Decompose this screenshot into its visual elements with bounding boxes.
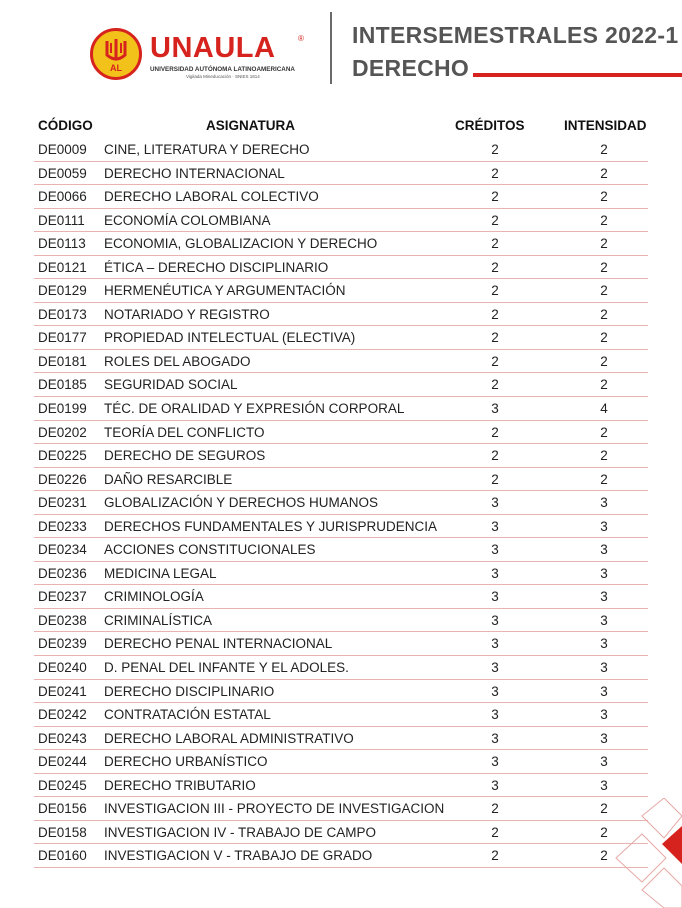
page-subtitle: DERECHO [352, 55, 470, 81]
course-credits: 3 [491, 730, 499, 746]
course-code: DE0111 [38, 212, 85, 228]
course-credits: 2 [491, 236, 499, 252]
course-code: DE0231 [38, 495, 87, 511]
header-divider [330, 12, 332, 84]
course-intensity: 2 [600, 306, 608, 322]
table-row [34, 468, 648, 492]
course-credits: 3 [491, 565, 499, 581]
table-row [34, 585, 648, 609]
course-subject: ECONOMÍA COLOMBIANA [104, 212, 271, 228]
table-row [34, 632, 648, 656]
course-subject: DAÑO RESARCIBLE [104, 471, 233, 487]
course-credits: 2 [491, 165, 499, 181]
table-row [34, 656, 648, 680]
course-code: DE0009 [38, 142, 87, 157]
table-row [34, 538, 648, 562]
course-credits: 2 [491, 353, 499, 369]
course-credits: 2 [491, 377, 499, 393]
table-row [34, 397, 648, 421]
course-intensity: 2 [600, 824, 608, 840]
header-code: CÓDIGO [38, 118, 93, 133]
course-subject: ACCIONES CONSTITUCIONALES [104, 542, 316, 558]
course-credits: 3 [491, 495, 499, 511]
course-credits: 2 [491, 306, 499, 322]
table-row [34, 703, 648, 727]
course-code: DE0245 [38, 777, 87, 793]
course-intensity: 2 [600, 471, 608, 487]
table-row [34, 797, 648, 821]
course-subject: TÉC. DE ORALIDAD Y EXPRESIÓN CORPORAL [104, 401, 405, 417]
course-intensity: 2 [600, 283, 608, 299]
course-credits: 2 [491, 212, 499, 228]
course-subject: ROLES DEL ABOGADO [104, 353, 251, 369]
course-subject: PROPIEDAD INTELECTUAL (ELECTIVA) [104, 330, 356, 346]
course-code: DE0233 [38, 518, 87, 534]
brand-subtitle: UNIVERSIDAD AUTÓNOMA LATINOAMERICANA [150, 66, 295, 73]
course-intensity: 2 [600, 448, 608, 464]
course-credits: 2 [491, 189, 499, 205]
table-row [34, 373, 648, 397]
course-credits: 2 [491, 142, 499, 157]
course-intensity: 3 [600, 542, 608, 558]
course-credits: 2 [491, 848, 499, 864]
decorative-diamonds-icon [612, 798, 682, 908]
course-intensity: 2 [600, 259, 608, 275]
course-credits: 3 [491, 589, 499, 605]
table-header [34, 114, 648, 138]
course-subject: MEDICINA LEGAL [104, 565, 217, 581]
table-row [34, 162, 648, 186]
table-row [34, 256, 648, 280]
course-credits: 3 [491, 683, 499, 699]
course-intensity: 3 [600, 730, 608, 746]
table-row [34, 138, 648, 162]
course-intensity: 3 [600, 518, 608, 534]
course-intensity: 2 [600, 236, 608, 252]
table-row [34, 727, 648, 751]
course-code: DE0239 [38, 636, 87, 652]
course-intensity: 2 [600, 189, 608, 205]
course-code: DE0181 [38, 353, 87, 369]
course-subject: DERECHO INTERNACIONAL [104, 165, 285, 181]
course-intensity: 2 [600, 165, 608, 181]
course-intensity: 3 [600, 495, 608, 511]
course-intensity: 2 [600, 142, 608, 157]
course-credits: 2 [491, 801, 499, 817]
table-body [34, 138, 648, 868]
course-intensity: 3 [600, 754, 608, 770]
table-row [34, 326, 648, 350]
course-intensity: 3 [600, 636, 608, 652]
logo-emblem-icon [90, 28, 142, 80]
table-row [34, 279, 648, 303]
course-credits: 3 [491, 777, 499, 793]
course-code: DE0238 [38, 612, 87, 628]
course-subject: CINE, LITERATURA Y DERECHO [104, 142, 310, 157]
course-credits: 2 [491, 471, 499, 487]
course-code: DE0177 [38, 330, 87, 346]
course-intensity: 2 [600, 801, 608, 817]
course-subject: DERECHOS FUNDAMENTALES Y JURISPRUDENCIA [104, 518, 438, 534]
table-row [34, 491, 648, 515]
course-subject: CRIMINALÍSTICA [104, 612, 213, 628]
course-subject: HERMENÉUTICA Y ARGUMENTACIÓN [104, 283, 346, 299]
table-row [34, 232, 648, 256]
course-credits: 2 [491, 283, 499, 299]
course-intensity: 2 [600, 848, 608, 864]
course-intensity: 3 [600, 777, 608, 793]
course-intensity: 3 [600, 660, 608, 676]
course-code: DE0199 [38, 401, 87, 417]
course-intensity: 2 [600, 424, 608, 440]
course-credits: 3 [491, 612, 499, 628]
course-subject: SEGURIDAD SOCIAL [104, 377, 238, 393]
courses-table [34, 114, 648, 868]
course-intensity: 3 [600, 565, 608, 581]
course-subject: ÉTICA – DERECHO DISCIPLINARIO [104, 259, 329, 275]
course-credits: 2 [491, 330, 499, 346]
course-subject: DERECHO DE SEGUROS [104, 448, 266, 464]
course-subject: DERECHO PENAL INTERNACIONAL [104, 636, 333, 652]
course-code: DE0160 [38, 848, 87, 864]
table-row [34, 750, 648, 774]
table-row [34, 185, 648, 209]
table-row [34, 680, 648, 704]
table-row [34, 444, 648, 468]
course-code: DE0225 [38, 448, 87, 464]
table-row [34, 562, 648, 586]
table-row [34, 821, 648, 845]
course-code: DE0185 [38, 377, 87, 393]
course-code: DE0226 [38, 471, 87, 487]
course-subject: TEORÍA DEL CONFLICTO [104, 424, 265, 440]
table-row [34, 350, 648, 374]
course-intensity: 2 [600, 212, 608, 228]
course-subject: CRIMINOLOGÍA [104, 589, 204, 605]
course-subject: ECONOMIA, GLOBALIZACION Y DERECHO [104, 236, 378, 252]
course-code: DE0242 [38, 707, 87, 723]
course-credits: 3 [491, 542, 499, 558]
course-code: DE0237 [38, 589, 87, 605]
course-code: DE0236 [38, 565, 87, 581]
course-subject: INVESTIGACION III - PROYECTO DE INVESTIGACION [104, 801, 445, 817]
course-code: DE0129 [38, 283, 87, 299]
course-credits: 2 [491, 259, 499, 275]
course-subject: DERECHO URBANÍSTICO [104, 754, 268, 770]
brand-registered-mark: ® [298, 34, 304, 43]
course-subject: DERECHO TRIBUTARIO [104, 777, 256, 793]
course-subject: INVESTIGACION V - TRABAJO DE GRADO [104, 848, 373, 864]
course-credits: 2 [491, 424, 499, 440]
course-subject: DERECHO LABORAL COLECTIVO [104, 189, 319, 205]
table-row [34, 844, 648, 868]
course-subject: CONTRATACIÓN ESTATAL [104, 707, 271, 723]
course-code: DE0240 [38, 660, 87, 676]
course-code: DE0202 [38, 424, 87, 440]
title-underline [473, 73, 682, 77]
course-subject: DERECHO DISCIPLINARIO [104, 683, 275, 699]
course-credits: 3 [491, 518, 499, 534]
course-subject: DERECHO LABORAL ADMINISTRATIVO [104, 730, 354, 746]
course-credits: 3 [491, 401, 499, 417]
brand-name: UNAULA [150, 32, 276, 64]
course-code: DE0158 [38, 824, 87, 840]
course-credits: 3 [491, 636, 499, 652]
course-intensity: 3 [600, 612, 608, 628]
logo-letters: AL [110, 63, 122, 73]
course-credits: 3 [491, 660, 499, 676]
course-code: DE0234 [38, 542, 87, 558]
course-credits: 2 [491, 824, 499, 840]
course-intensity: 2 [600, 330, 608, 346]
page-title: INTERSEMESTRALES 2022-1 [352, 22, 679, 48]
course-code: DE0241 [38, 683, 87, 699]
table-row [34, 515, 648, 539]
table-row [34, 421, 648, 445]
course-subject: INVESTIGACION IV - TRABAJO DE CAMPO [104, 824, 377, 840]
course-credits: 3 [491, 707, 499, 723]
header-subject: ASIGNATURA [206, 118, 295, 133]
header-intensity: INTENSIDAD [564, 118, 647, 133]
course-code: DE0113 [38, 236, 86, 252]
course-code: DE0244 [38, 754, 87, 770]
course-intensity: 2 [600, 353, 608, 369]
course-code: DE0059 [38, 165, 87, 181]
course-intensity: 2 [600, 377, 608, 393]
brand-motto: Vigilada Mineducación · SNIES 1814 [186, 74, 260, 79]
table-row [34, 609, 648, 633]
course-credits: 3 [491, 754, 499, 770]
course-subject: GLOBALIZACIÓN Y DERECHOS HUMANOS [104, 495, 379, 511]
unaula-logo [90, 28, 310, 86]
course-subject: D. PENAL DEL INFANTE Y EL ADOLES. [104, 660, 349, 676]
course-intensity: 3 [600, 683, 608, 699]
course-code: DE0173 [38, 306, 87, 322]
course-code: DE0066 [38, 189, 87, 205]
course-code: DE0243 [38, 730, 87, 746]
course-intensity: 3 [600, 589, 608, 605]
table-row [34, 774, 648, 798]
course-intensity: 4 [600, 401, 608, 417]
course-credits: 2 [491, 448, 499, 464]
course-code: DE0156 [38, 801, 87, 817]
course-code: DE0121 [38, 259, 87, 275]
course-intensity: 3 [600, 707, 608, 723]
header-credits: CRÉDITOS [455, 118, 525, 133]
course-subject: NOTARIADO Y REGISTRO [104, 306, 270, 322]
table-row [34, 209, 648, 233]
table-row [34, 303, 648, 327]
